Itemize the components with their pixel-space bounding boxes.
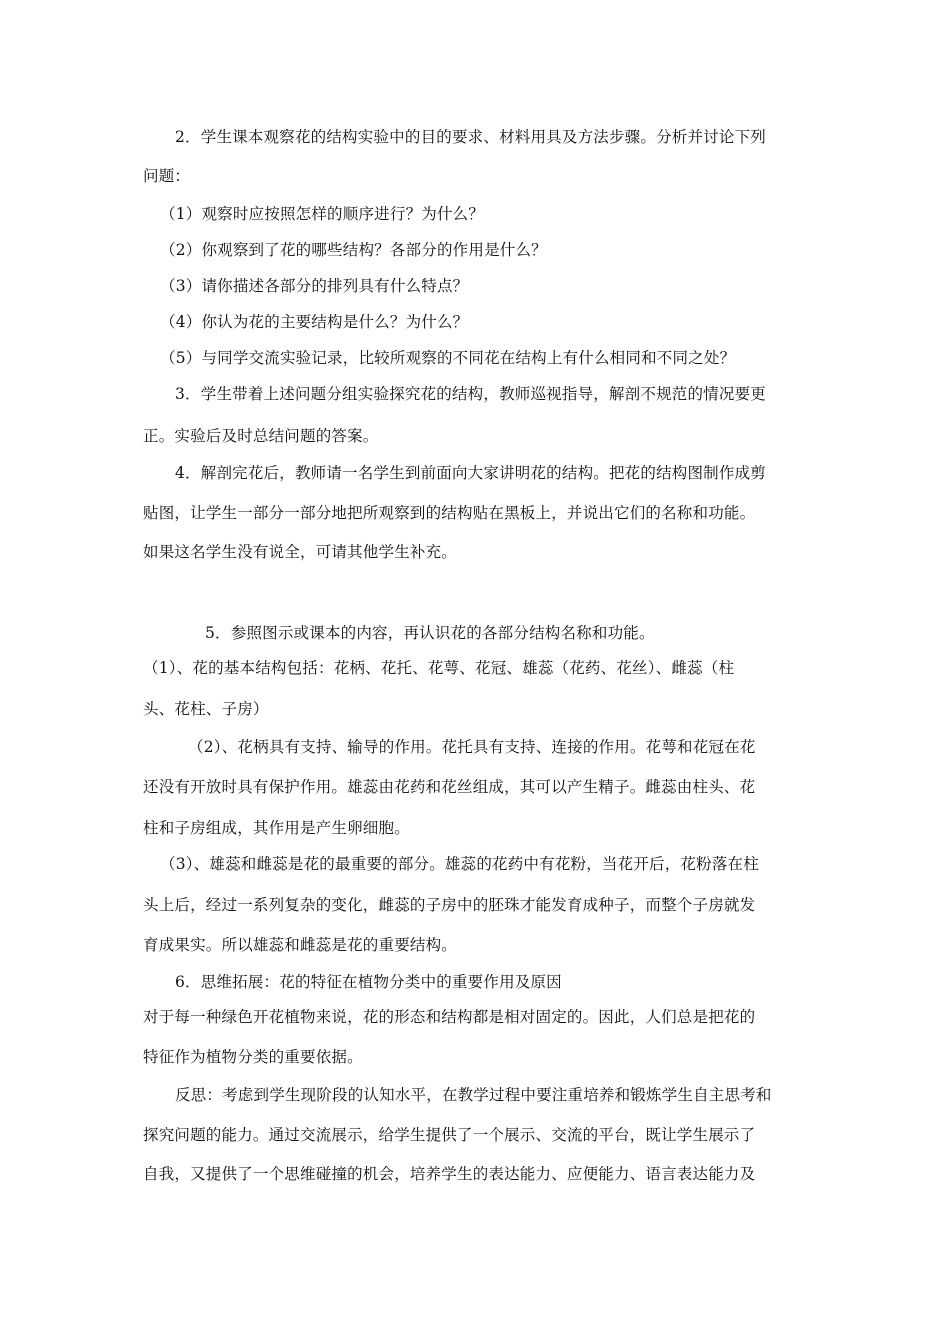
text-line: 2．学生课本观察花的结构实验中的目的要求、材料用具及方法步骤。分析并讨论下列 [175,128,766,146]
text-line: 正。实验后及时总结问题的答案。 [143,427,379,445]
text-line: 3．学生带着上述问题分组实验探究花的结构，教师巡视指导，解剖不规范的情况要更 [175,385,766,403]
text-line: （2）你观察到了花的哪些结构？各部分的作用是什么？ [160,241,547,259]
text-line: 头、花柱、子房） [143,700,269,718]
text-line: 头上后，经过一系列复杂的变化，雌蕊的子房中的胚珠才能发育成种子，而整个子房就发 [143,896,756,914]
text-line: （2）、花柄具有支持、输导的作用。花托具有支持、连接的作用。花萼和花冠在花 [188,738,756,756]
text-line: 如果这名学生没有说全，可请其他学生补充。 [143,543,458,561]
text-line: 自我，又提供了一个思维碰撞的机会，培养学生的表达能力、应便能力、语言表达能力及 [143,1165,756,1183]
text-line: 特征作为植物分类的重要依据。 [143,1048,363,1066]
text-line: 柱和子房组成，其作用是产生卵细胞。 [143,819,410,837]
text-line: 对于每一种绿色开花植物来说，花的形态和结构都是相对固定的。因此，人们总是把花的 [143,1008,756,1026]
text-line: 问题： [143,167,191,185]
text-line: （5）与同学交流实验记录，比较所观察的不同花在结构上有什么相同和不同之处？ [160,349,736,367]
text-line: 4．解剖完花后，教师请一名学生到前面向大家讲明花的结构。把花的结构图制作成剪 [175,464,766,482]
text-line: （3）请你描述各部分的排列具有什么特点？ [160,277,469,295]
text-line: 育成果实。所以雄蕊和雌蕊是花的重要结构。 [143,936,458,954]
text-line: 5．参照图示或课本的内容，再认识花的各部分结构名称和功能。 [205,624,655,642]
text-line: （3）、雄蕊和雌蕊是花的最重要的部分。雄蕊的花药中有花粉，当花开后，花粉落在柱 [160,855,759,873]
text-line: （4）你认为花的主要结构是什么？为什么？ [160,313,469,331]
text-line: 还没有开放时具有保护作用。雄蕊由花药和花丝组成，其可以产生精子。雌蕊由柱头、花 [143,778,756,796]
text-line: 贴图，让学生一部分一部分地把所观察到的结构贴在黑板上，并说出它们的名称和功能。 [143,504,756,522]
text-line: （1）观察时应按照怎样的顺序进行？为什么？ [160,205,485,223]
text-line: 反思：考虑到学生现阶段的认知水平，在教学过程中要注重培养和锻炼学生自主思考和 [175,1086,772,1104]
text-line: 探究问题的能力。通过交流展示，给学生提供了一个展示、交流的平台，既让学生展示了 [143,1126,756,1144]
text-line: （1）、花的基本结构包括：花柄、花托、花萼、花冠、雄蕊（花药、花丝）、雌蕊（柱 [143,659,735,677]
text-line: 6．思维拓展：花的特征在植物分类中的重要作用及原因 [175,973,562,991]
